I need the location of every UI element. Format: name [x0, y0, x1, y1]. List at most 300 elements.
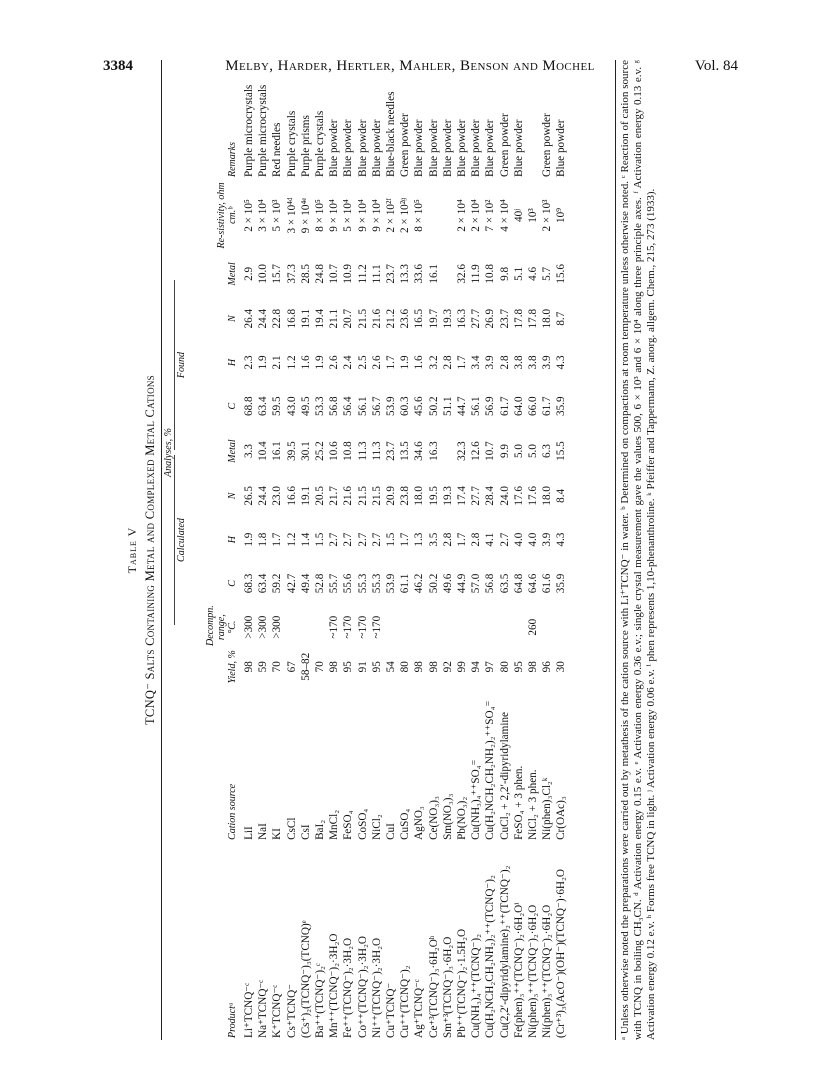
table-cell: Purple prisms	[299, 115, 312, 177]
table-cell: 63.5	[498, 573, 511, 594]
table-cell: ~170	[328, 615, 341, 639]
table-cell: 56.8	[328, 396, 341, 416]
table-cell: MnCl₂	[328, 809, 341, 840]
table-cell: 45.6	[413, 396, 426, 416]
table-cell: 19.4	[314, 308, 327, 329]
table-cell	[441, 252, 455, 296]
table-cell: 26.9	[484, 308, 497, 329]
table-cell: Cu(H₂NCH₂CH₂NH₂)₂⁺⁺SO₄⁼	[484, 700, 497, 840]
table-cell: 3.9	[484, 355, 497, 370]
table-cell: 54	[385, 661, 398, 673]
table-cell: 13.3	[399, 264, 412, 284]
table-cell: 5.0	[527, 444, 540, 459]
table-cell: 20.5	[314, 486, 327, 506]
table-row	[512, 60, 526, 1040]
table-cell: Ni(phen)₃Cl₂ᵏ	[541, 777, 554, 840]
table-cell: 19.3	[441, 308, 454, 329]
table-cell: Cr(OAc)₃	[555, 796, 568, 840]
table-cell: 80	[399, 661, 412, 673]
table-cell: 12.6	[470, 441, 483, 461]
table-cell: 1.2	[285, 532, 298, 547]
table-cell: 10.7	[484, 441, 497, 461]
page-number: 3384	[103, 58, 133, 74]
table-cell: 68.8	[243, 396, 255, 416]
table-row	[341, 60, 355, 1040]
table-cell: Ni(phen)₃⁺⁺(TCNQ⁻)₂·6H₂O	[527, 904, 540, 1038]
table-cell: 25.2	[314, 441, 327, 461]
table-cell: 23.7	[385, 264, 398, 284]
table-cell: 5 × 10⁴	[342, 199, 355, 232]
table-cell: 24.8	[314, 264, 327, 284]
data-table	[205, 60, 569, 1040]
table-cell: 9.8	[498, 266, 511, 281]
table-cell: 56.4	[342, 396, 355, 416]
table-cell: 1.6	[299, 355, 312, 370]
table-cell: 35.9	[555, 573, 568, 594]
table-cell: 16.6	[285, 486, 298, 506]
table-cell: 11.3	[370, 441, 383, 461]
table-cell: 28.4	[484, 486, 497, 506]
table-cell: 91	[356, 661, 369, 673]
table-cell	[285, 606, 299, 648]
table-cell: 3.9	[541, 532, 554, 547]
table-cell: 19.1	[299, 486, 312, 506]
table-cell: Fe⁺⁺(TCNQ⁻)₂·3H₂O	[342, 937, 355, 1038]
table-cell: Red needles	[271, 122, 284, 177]
table-cell: Cu(H₂NCH₂CH₂NH₂)₂⁺⁺(TCNQ⁻)₂	[484, 875, 497, 1038]
table-cell: 3 × 10⁴ᵈ	[285, 197, 298, 234]
table-cell: 10.9	[342, 264, 355, 284]
footnotes: ᵃ Unless otherwise noted the preparations were carried out by metathesis of the cation source with Li⁺TCNQ⁻ in water. ᵇ Determined on compactions at room temperature unless otherwise noted. ᶜ Reaction of cation source with TCNQ in boiling CH₃CN. ᵈ Activation energy 0.15 e.v. ᵉ Activation energy 0.36 e.v.; single crystal measurement gave the values 500, 6 × 10³ and 6 × 10⁴ along three principle axes. ᶠ Activation energy 0.13 e.v. ᵍ Activation energy 0.12 e.v. ʰ Forms free TCNQ in light. ʲ Activation energy 0.06 e.v. ⁱ phen represents 1,10-phenanthroline. ᵏ Pfeiffer and Tappermann, Z. anorg. allgem. Chem., 215, 273 (1933).	[619, 60, 657, 1040]
table-cell: 98	[413, 661, 426, 673]
table-cell: 17.6	[512, 486, 525, 506]
table-cell: BaI₂	[314, 819, 327, 840]
table-cell: 99	[456, 661, 469, 673]
table-title: TCNQ⁻ Salts Containing Metal and Complexed Metal Cations	[143, 375, 157, 725]
table-cell: 53.9	[385, 396, 398, 416]
column-header: Metal	[227, 439, 238, 463]
table-row	[498, 60, 512, 1040]
table-cell: ~170	[370, 615, 383, 639]
table-cell: 55.7	[328, 573, 341, 594]
table-cell: 21.6	[370, 308, 383, 329]
table-cell: 15.6	[555, 264, 568, 284]
table-cell: 51.1	[441, 396, 454, 416]
table-cell: 10.6	[328, 441, 341, 461]
table-cell: Blue powder	[356, 119, 369, 177]
table-cell: 21.5	[356, 486, 369, 506]
table-cell: >300	[271, 615, 284, 639]
table-cell: Blue powder	[441, 119, 454, 177]
table-cell: 53.9	[385, 573, 398, 594]
table-cell: 4 × 10⁴	[498, 199, 511, 232]
table-cell: 21.5	[356, 308, 369, 329]
table-cell: 17.4	[456, 486, 469, 506]
table-cell: 95	[512, 661, 525, 673]
table-cell: 2.8	[441, 532, 454, 547]
table-cell: 32.6	[456, 264, 469, 284]
table-cell: 26.4	[243, 308, 255, 329]
table-cell: 17.8	[527, 308, 540, 329]
table-cell: 64.8	[512, 573, 525, 594]
table-cell: 2 × 10⁵	[243, 199, 255, 232]
table-cell: 98	[328, 661, 341, 673]
table-cell: 70	[271, 661, 284, 673]
table-cell: 1.4	[299, 532, 312, 547]
table-cell: 44.9	[456, 573, 469, 594]
table-cell	[512, 606, 526, 648]
table-cell: 2.7	[370, 532, 383, 547]
table-cell: 49.6	[441, 573, 454, 594]
table-cell: 56.1	[470, 396, 483, 416]
table-cell: 9 × 10⁴	[328, 199, 341, 232]
table-cell: 3 × 10⁴	[257, 199, 270, 232]
table-cell: 1.7	[399, 532, 412, 547]
table-cell: Ni⁺⁺(TCNQ⁻)₂·3H₂O	[370, 937, 383, 1038]
table-cell: 16.1	[427, 264, 440, 284]
table-cell	[441, 429, 455, 473]
table-cell: 60.3	[399, 396, 412, 416]
table-cell: >300	[257, 615, 270, 639]
table-cell: 98	[527, 661, 540, 673]
table-cell: Green powder	[399, 113, 412, 177]
table-cell: 1.2	[285, 355, 298, 370]
table-cell: Cu⁺⁺(TCNQ⁻)₂	[399, 965, 412, 1038]
table-cell: 33.6	[413, 264, 426, 284]
table-cell: NiCl₂ + 3 phen.	[527, 769, 540, 840]
table-body	[242, 60, 569, 1040]
table-cell: 2.7	[356, 532, 369, 547]
table-cell: 18.0	[413, 486, 426, 506]
table-row	[327, 60, 341, 1040]
table-cell: 5.0	[512, 444, 525, 459]
table-cell: 15.5	[555, 441, 568, 461]
table-cell: 22.8	[271, 308, 284, 329]
table-row	[455, 60, 469, 1040]
table-row	[370, 60, 384, 1040]
table-cell: 61.7	[498, 396, 511, 416]
table-cell: 3.2	[427, 355, 440, 370]
table-cell: K⁺TCNQ⁻ᶜ	[271, 984, 284, 1038]
table-cell	[441, 179, 455, 252]
table-cell: 63.4	[257, 396, 270, 416]
column-header: Decompn. range, °C.	[205, 605, 238, 647]
table-cell: 9 × 10⁴	[356, 199, 369, 232]
table-cell	[441, 606, 455, 648]
column-header: H	[227, 536, 238, 544]
table-cell: Pb⁺⁺(TCNQ⁻)₂·1.5H₂O	[456, 928, 469, 1038]
column-header: Re-sistivity, ohm cm.ᵇ	[216, 182, 238, 249]
rotated-table-block	[125, 60, 685, 1040]
table-cell: Purple crystals	[285, 110, 298, 177]
table-cell: 49.5	[299, 396, 312, 416]
table-cell: 10.8	[484, 264, 497, 284]
table-cell: 97	[484, 661, 497, 673]
table-cell: 20.7	[342, 308, 355, 329]
table-row	[412, 60, 426, 1040]
table-cell: 10.7	[328, 264, 341, 284]
table-cell: 2.9	[243, 266, 255, 281]
table-cell: 27.7	[470, 486, 483, 506]
table-cell: 80	[498, 661, 511, 673]
table-cell: Cs⁺TCNQ⁻	[285, 983, 298, 1038]
table-row	[256, 60, 270, 1040]
table-cell: AgNO₃	[413, 806, 426, 840]
table-cell: 23.0	[271, 486, 284, 506]
table-cell: 3.9	[541, 355, 554, 370]
table-cell: 95	[370, 661, 383, 673]
table-cell: Blue powder	[484, 119, 497, 177]
table-cell: 16.5	[413, 308, 426, 329]
group-analyses: Analyses, %	[163, 428, 174, 477]
column-header: N	[227, 492, 238, 500]
table-cell: 2.1	[271, 355, 284, 370]
table-cell: 6.3	[541, 444, 554, 459]
table-cell: 26.5	[243, 486, 255, 506]
table-cell: 40ʲ	[512, 209, 525, 222]
table-cell: 4.3	[555, 355, 568, 370]
table-cell: 21.6	[342, 486, 355, 506]
table-cell: 63.4	[257, 573, 270, 594]
table-cell: 8 × 10⁵	[314, 199, 327, 232]
table-cell: 16.3	[427, 441, 440, 461]
table-cell: KI	[271, 828, 284, 840]
table-cell: Purple crystals	[314, 110, 327, 177]
table-cell: 2 × 10³	[541, 199, 554, 232]
table-cell: 59.2	[271, 573, 284, 594]
bottom-rule	[615, 60, 616, 1040]
table-cell: ~170	[356, 615, 369, 639]
table-cell: 19.3	[441, 486, 454, 506]
table-cell	[455, 606, 469, 648]
table-cell: 95	[342, 661, 355, 673]
table-cell: Blue powder	[427, 119, 440, 177]
table-cell: (Cs⁺)₂(TCNQ⁻)₃(TCNQ)ᵉ	[299, 920, 312, 1038]
table-cell: 13.5	[399, 441, 412, 461]
table-cell: 32.3	[456, 441, 469, 461]
column-header: C	[227, 402, 238, 410]
table-cell: 98	[243, 661, 255, 673]
table-cell: 24.0	[498, 486, 511, 506]
table-cell: 27.7	[470, 308, 483, 329]
table-cell: 11.1	[370, 264, 383, 284]
table-cell: 24.4	[257, 308, 270, 329]
table-cell: 5.1	[512, 266, 525, 281]
table-cell: Blue powder	[328, 119, 341, 177]
table-cell	[427, 179, 441, 252]
table-cell: 2.4	[342, 355, 355, 370]
header-row	[205, 60, 242, 1040]
table-cell	[427, 606, 441, 648]
table-row	[270, 60, 284, 1040]
table-cell: FeSO₄	[342, 810, 355, 840]
table-cell: 16.3	[456, 308, 469, 329]
table-cell: Cu(2,2′-dipyridylamine)₂⁺⁺(TCNQ⁻)₂	[498, 865, 511, 1038]
table-cell: 66.0	[527, 396, 540, 416]
table-cell: NiCl₂	[370, 814, 383, 840]
table-cell: 1.7	[271, 532, 284, 547]
table-cell: 3.4	[470, 355, 483, 370]
table-cell: 21.2	[385, 308, 398, 329]
table-cell: 28.5	[299, 264, 312, 284]
table-cell: Blue-black needles	[385, 91, 398, 177]
table-cell: 57.0	[470, 573, 483, 594]
table-cell: 49.4	[299, 573, 312, 594]
table-cell: FeSO₄ + 3 phen.	[512, 765, 525, 840]
table-cell: 19.5	[427, 486, 440, 506]
column-groups	[163, 60, 187, 1040]
column-header: Yield, %	[227, 650, 238, 684]
table-cell: 2.3	[243, 355, 255, 370]
table-row	[398, 60, 412, 1040]
table-cell: Blue powder	[470, 119, 483, 177]
table-cell: 1.5	[314, 532, 327, 547]
table-cell: 11.3	[356, 441, 369, 461]
table-cell: 16.1	[271, 441, 284, 461]
table-cell: 4.1	[484, 532, 497, 547]
table-cell: 11.9	[470, 264, 483, 284]
table-cell: 4.0	[512, 532, 525, 547]
table-row	[483, 60, 497, 1040]
table-cell	[398, 606, 412, 648]
table-cell: Sm⁺³(TCNQ⁻)₃·6H₂O	[441, 936, 454, 1038]
table-row	[427, 60, 441, 1040]
table-cell: 1.7	[456, 355, 469, 370]
table-cell: 19.7	[427, 308, 440, 329]
column-header: Remarks	[227, 141, 238, 177]
table-row	[384, 60, 398, 1040]
table-cell: 10.8	[342, 441, 355, 461]
table-cell: 7 × 10²	[484, 199, 497, 232]
table-row	[313, 60, 327, 1040]
group-calculated: Calculated	[174, 455, 187, 625]
table-cell: 50.2	[427, 396, 440, 416]
table-cell: 11.2	[356, 264, 369, 284]
table-cell: 98	[427, 661, 440, 673]
running-head-authors: Melby, Harder, Hertler, Mahler, Benson and Mochel	[225, 58, 595, 74]
table-cell: Ba⁺⁺(TCNQ⁻)₂ᶜ	[314, 963, 327, 1038]
table-cell: 4.3	[555, 532, 568, 547]
table-cell: 1.6	[413, 355, 426, 370]
table-cell: CuI	[385, 823, 398, 840]
group-found: Found	[174, 280, 187, 450]
table-row	[526, 60, 540, 1040]
table-row	[554, 60, 568, 1040]
table-cell: 15.7	[271, 264, 284, 284]
table-cell	[483, 606, 497, 648]
table-cell	[540, 606, 554, 648]
table-cell: Blue powder	[555, 119, 568, 177]
table-cell: 52.8	[314, 573, 327, 594]
table-cell: 59	[257, 661, 270, 673]
table-cell: 43.0	[285, 396, 298, 416]
table-cell: 3.8	[512, 355, 525, 370]
table-cell: 2.7	[498, 532, 511, 547]
table-cell: 92	[441, 661, 454, 673]
table-cell: 3.3	[243, 444, 255, 459]
table-cell: 1.9	[243, 532, 255, 547]
table-cell: 3.8	[527, 355, 540, 370]
table-cell: Ce⁺³(TCNQ⁻)₃·6H₂Oʰ	[427, 935, 440, 1038]
table-cell: 260	[527, 618, 540, 636]
table-cell: 4.6	[527, 266, 540, 281]
table-cell: 23.7	[385, 441, 398, 461]
table-cell: 8.7	[555, 311, 568, 326]
table-cell	[526, 60, 540, 179]
table-cell: 70	[314, 661, 327, 673]
table-cell: 67	[285, 661, 298, 673]
table-cell: 2.8	[470, 532, 483, 547]
column-header: Cation source	[227, 783, 238, 840]
table-cell	[299, 606, 313, 648]
table-cell: 10.4	[257, 441, 270, 461]
table-cell: 24.4	[257, 486, 270, 506]
table-cell: LiI	[243, 826, 255, 840]
table-cell: 46.2	[413, 573, 426, 594]
table-cell: 64.6	[527, 573, 540, 594]
table-cell: Blue powder	[512, 119, 525, 177]
table-cell: 55.3	[370, 573, 383, 594]
table-cell: 1.9	[257, 355, 270, 370]
table-cell: 8.4	[555, 488, 568, 503]
table-cell: 96	[541, 661, 554, 673]
table-cell: 1.3	[413, 532, 426, 547]
table-row	[299, 60, 313, 1040]
table-cell: 1.5	[385, 532, 398, 547]
table-cell: Green powder	[498, 113, 511, 177]
table-cell: (Cr⁺³)₃(AcO⁻)(OH⁻)(TCNQ⁻)·6H₂O	[555, 869, 568, 1038]
table-cell: 21.1	[328, 308, 341, 329]
table-cell: Ag⁺TCNQ⁻ᶜ	[413, 979, 426, 1038]
table-cell: Mn⁺⁺(TCNQ⁻)₂·3H₂O	[328, 933, 341, 1038]
table-cell: 94	[470, 661, 483, 673]
table-cell: 1.9	[399, 355, 412, 370]
column-header: Metal	[227, 262, 238, 286]
table-cell: 9.9	[498, 444, 511, 459]
table-cell: Blue powder	[370, 119, 383, 177]
table-cell: 58–82	[299, 652, 312, 681]
table-cell: 2.8	[441, 355, 454, 370]
table-cell: Cu(NH₃)₄⁺⁺SO₄⁼	[470, 759, 483, 840]
table-cell: 61.7	[541, 396, 554, 416]
table-cell: >300	[243, 615, 255, 639]
table-label: Table V	[125, 526, 139, 574]
table-row	[285, 60, 299, 1040]
table-cell: 56.1	[356, 396, 369, 416]
table-cell: 2 × 10⁴	[456, 199, 469, 232]
table-cell: 2.6	[328, 355, 341, 370]
volume-label: Vol. 84	[694, 58, 738, 74]
table-cell: 56.8	[484, 573, 497, 594]
table-row	[540, 60, 554, 1040]
table-cell: 9 × 10⁴ᵉ	[299, 197, 312, 234]
table-cell: 4.0	[527, 532, 540, 547]
table-cell: Purple microcrystals	[243, 84, 255, 177]
table-row	[441, 60, 455, 1040]
table-cell: Co⁺⁺(TCNQ⁻)₂·3H₂O	[356, 936, 369, 1038]
table-cell	[384, 606, 398, 648]
table-cell: CsCl	[285, 817, 298, 840]
table-cell: 5 × 10³	[271, 199, 284, 232]
table-cell: 3.5	[427, 532, 440, 547]
table-cell: 2.5	[356, 355, 369, 370]
table-cell: 44.7	[456, 396, 469, 416]
table-cell: 56.9	[484, 396, 497, 416]
table-cell: 1.7	[456, 532, 469, 547]
table-cell: 21.5	[370, 486, 383, 506]
table-cell: 2.8	[498, 355, 511, 370]
table-cell: Fe(phen)₃⁺⁺(TCNQ⁻)₂·6H₂Oⁱ	[512, 902, 525, 1038]
